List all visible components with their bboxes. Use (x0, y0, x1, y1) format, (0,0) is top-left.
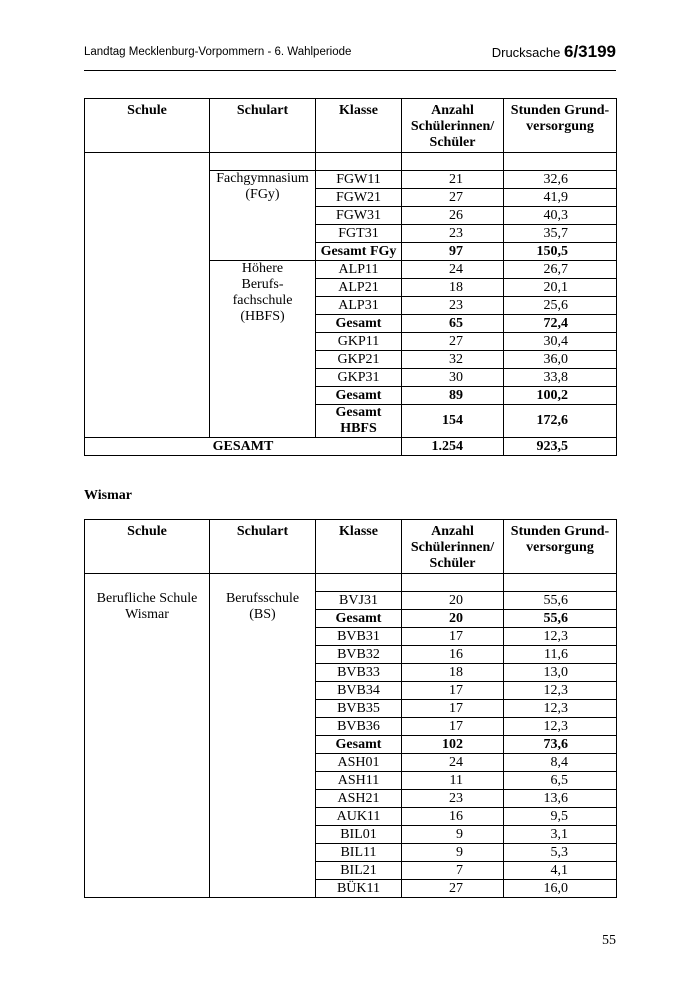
table-cell: 55,6 (504, 610, 617, 628)
page-number: 55 (602, 933, 616, 948)
col-anzahl: Anzahl Schülerinnen/ Schüler (402, 99, 504, 153)
document-label: Drucksache (491, 45, 561, 60)
table-cell: 9 (402, 826, 504, 844)
table-cell: 97 (402, 243, 504, 261)
table-cell: Gesamt (316, 315, 402, 333)
table-cell: BIL21 (316, 862, 402, 880)
table-cell: 35,7 (504, 225, 617, 243)
table-cell: 13,0 (504, 664, 617, 682)
table-classes-wismar (84, 519, 617, 898)
spacer-row (85, 574, 617, 592)
table-cell: ALP11 (316, 261, 402, 279)
table-cell: 27 (402, 333, 504, 351)
table-cell: 26,7 (504, 261, 617, 279)
table-cell: 12,3 (504, 682, 617, 700)
col-klasse: Klasse (316, 99, 402, 153)
table-cell (316, 574, 402, 592)
table-cell: ASH21 (316, 790, 402, 808)
table-cell: 8,4 (504, 754, 617, 772)
table-cell: FGW11 (316, 171, 402, 189)
table-cell: BVB31 (316, 628, 402, 646)
total-row (85, 438, 617, 456)
table-cell: BVB33 (316, 664, 402, 682)
spacer-row (85, 153, 617, 171)
schule-cell: Berufliche Schule Wismar (85, 574, 210, 898)
table-cell: BVJ31 (316, 592, 402, 610)
table-cell: ASH01 (316, 754, 402, 772)
col-klasse: Klasse (316, 520, 402, 574)
table-cell: BVB35 (316, 700, 402, 718)
table-classes-1 (84, 98, 617, 456)
table-cell: Gesamt (316, 736, 402, 754)
table-cell: 11,6 (504, 646, 617, 664)
schulart-fgy: Fachgymnasium (FGy) (210, 171, 316, 261)
parliament-label: Landtag Mecklenburg-Vorpommern - 6. Wahlperiode (84, 46, 352, 58)
table-cell (402, 153, 504, 171)
table-cell: 4,1 (504, 862, 617, 880)
table-cell: 17 (402, 628, 504, 646)
table-cell: 55,6 (504, 592, 617, 610)
table-cell: Gesamt FGy (316, 243, 402, 261)
table-cell: 73,6 (504, 736, 617, 754)
schulart-hbfs: Höhere Berufs- fachschule (HBFS) (210, 261, 316, 438)
table-cell: 7 (402, 862, 504, 880)
table-cell: 9 (402, 844, 504, 862)
table-cell: BÜK11 (316, 880, 402, 898)
table-cell: 16 (402, 646, 504, 664)
table-cell (402, 574, 504, 592)
table-cell: FGW31 (316, 207, 402, 225)
table-cell: BIL11 (316, 844, 402, 862)
table-cell: BIL01 (316, 826, 402, 844)
schule-cell (85, 153, 210, 438)
table-cell: 12,3 (504, 628, 617, 646)
table-cell: 26 (402, 207, 504, 225)
table-cell: AUK11 (316, 808, 402, 826)
table-cell: 20 (402, 610, 504, 628)
table-cell: BVB34 (316, 682, 402, 700)
table-cell: 40,3 (504, 207, 617, 225)
table-cell: 5,3 (504, 844, 617, 862)
table-cell: 32 (402, 351, 504, 369)
table-cell (210, 153, 316, 171)
col-anzahl: Anzahl Schülerinnen/ Schüler (402, 520, 504, 574)
table-cell (504, 153, 617, 171)
table-cell: GKP31 (316, 369, 402, 387)
table-cell: Gesamt HBFS (316, 405, 402, 438)
table-cell: BVB32 (316, 646, 402, 664)
table-cell: 17 (402, 700, 504, 718)
table-cell: 27 (402, 880, 504, 898)
table-cell: 1.254 (402, 438, 504, 456)
table-cell: 36,0 (504, 351, 617, 369)
table-cell: 100,2 (504, 387, 617, 405)
document-number (492, 42, 616, 62)
table-cell: 150,5 (504, 243, 617, 261)
table-cell: ALP21 (316, 279, 402, 297)
table-cell: 23 (402, 297, 504, 315)
table-cell: 9,5 (504, 808, 617, 826)
table-cell: 102 (402, 736, 504, 754)
col-schulart: Schulart (210, 99, 316, 153)
table-header-row (85, 99, 617, 153)
table-cell (316, 153, 402, 171)
col-stunden: Stunden Grund- versorgung (504, 99, 617, 153)
table-cell: 24 (402, 261, 504, 279)
col-schulart: Schulart (210, 520, 316, 574)
section-heading-wismar: Wismar (84, 488, 132, 503)
col-schule: Schule (85, 99, 210, 153)
page-header (84, 42, 616, 71)
table-cell: 17 (402, 682, 504, 700)
table-cell: 23 (402, 790, 504, 808)
table-cell: Gesamt (316, 610, 402, 628)
table-cell: ASH11 (316, 772, 402, 790)
table-cell: Gesamt (316, 387, 402, 405)
col-schule: Schule (85, 520, 210, 574)
table-cell: 33,8 (504, 369, 617, 387)
table-cell: FGT31 (316, 225, 402, 243)
table-cell: 12,3 (504, 700, 617, 718)
table-cell: 21 (402, 171, 504, 189)
table-header-row (85, 520, 617, 574)
table-cell: 65 (402, 315, 504, 333)
table-cell (504, 574, 617, 592)
table-cell: 18 (402, 279, 504, 297)
table-cell: 11 (402, 772, 504, 790)
total-label: GESAMT (85, 438, 402, 456)
table-cell: 72,4 (504, 315, 617, 333)
table-cell: 24 (402, 754, 504, 772)
table-cell: 89 (402, 387, 504, 405)
table-cell: 3,1 (504, 826, 617, 844)
table-cell: 17 (402, 718, 504, 736)
table-cell: 13,6 (504, 790, 617, 808)
table-cell: 16,0 (504, 880, 617, 898)
table-cell: 16 (402, 808, 504, 826)
table-cell: 20 (402, 592, 504, 610)
table-cell: 27 (402, 189, 504, 207)
table-cell: 20,1 (504, 279, 617, 297)
table-cell: 41,9 (504, 189, 617, 207)
schulart-bs: Berufsschule (BS) (210, 574, 316, 898)
table-cell: GKP21 (316, 351, 402, 369)
col-stunden: Stunden Grund- versorgung (504, 520, 617, 574)
table-cell: ALP31 (316, 297, 402, 315)
table-cell: 6,5 (504, 772, 617, 790)
table-cell: 923,5 (504, 438, 617, 456)
document-id: 6/3199 (564, 42, 616, 61)
table-cell: 32,6 (504, 171, 617, 189)
table-cell: FGW21 (316, 189, 402, 207)
table-cell: GKP11 (316, 333, 402, 351)
table-cell: BVB36 (316, 718, 402, 736)
table-cell: 23 (402, 225, 504, 243)
table-cell: 25,6 (504, 297, 617, 315)
table-cell: 154 (402, 405, 504, 438)
table-cell: 30 (402, 369, 504, 387)
table-cell: 172,6 (504, 405, 617, 438)
table-cell: 12,3 (504, 718, 617, 736)
table-cell: 30,4 (504, 333, 617, 351)
table-cell: 18 (402, 664, 504, 682)
